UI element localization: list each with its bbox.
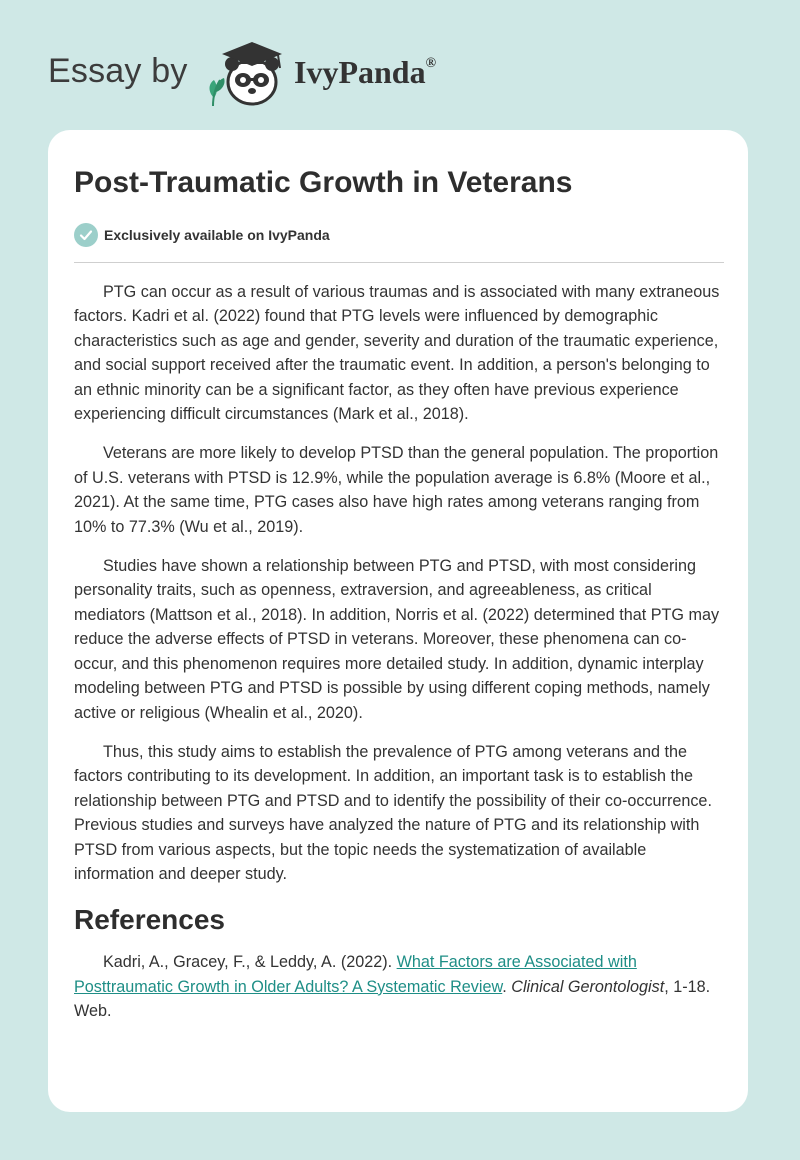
reference-authors: Kadri, A., Gracey, F., & Leddy, A. (2022). (103, 953, 397, 972)
paragraph: Studies have shown a relationship between PTG and PTSD, with most considering personality traits, such as openness, extraversion, and agreeableness, as critical mediators (Mattson et al., 2018). In addition, Norris et al. (2022) determined that PTG may reduce the adverse effects of PTSD in veterans. Moreover, these phenomena can co-occur, and this phenomenon requires more detailed study. In addition, dynamic interplay modeling between PTG and PTSD is possible by using different coping methods, namely active or religious (Whealin et al., 2020). (74, 557, 720, 722)
document-card (48, 130, 748, 1112)
exclusive-badge (74, 222, 330, 248)
reference-link[interactable]: What Factors are Associated with Posttraumatic Growth in Older Adults? A Systematic Review (74, 953, 637, 996)
divider (74, 262, 724, 263)
brand-name[interactable]: IvyPanda® (294, 54, 437, 90)
reference-item (74, 950, 726, 1023)
reference-punctuation: . (502, 977, 512, 996)
paragraph: Thus, this study aims to establish the prevalence of PTG among veterans and the factors contributing to its development. In addition, an important task is to establish the relationship between PTG and PTSD and to identify the possibility of their co-occurrence. Previous studies and surveys have analyzed the nature of PTG and its relationship with PTSD from various aspects, but the topic needs the systematization of available information and deeper study. (74, 742, 712, 883)
check-icon (74, 223, 98, 247)
references-heading: References (74, 904, 225, 936)
paragraph: PTG can occur as a result of various traumas and is associated with many extraneous factors. Kadri et al. (2022) found that PTG levels were influenced by demographic characteristics such as age and gender, severity and duration of the traumatic experience, and social support received after the traumatic event. In addition, a person's belonging to an ethnic minority can be a significant factor, as they often have previous experience experiencing difficult circumstances (Mark et al., 2018). (74, 283, 720, 424)
page-title: Post-Traumatic Growth in Veterans (74, 166, 573, 199)
essay-by-label: Essay by (48, 52, 188, 90)
reference-list (74, 950, 726, 1023)
article-body (74, 280, 726, 1024)
paragraph: Veterans are more likely to develop PTSD than the general population. The proportion of U.S. veterans with PTSD is 12.9%, while the population average is 6.8% (Moore et al., 2021). At the same time, PTG cases also have high rates among veterans ranging from 10% to 77.3% (Wu et al., 2019). (74, 444, 719, 536)
panda-logo-icon[interactable] (200, 36, 290, 108)
exclusive-label: Exclusively available on IvyPanda (104, 227, 330, 243)
site-header (48, 30, 648, 110)
registered-mark: ® (425, 56, 437, 71)
reference-journal: Clinical Gerontologist (511, 977, 665, 996)
reference-tail: , 1-18. Web. (74, 977, 711, 1021)
